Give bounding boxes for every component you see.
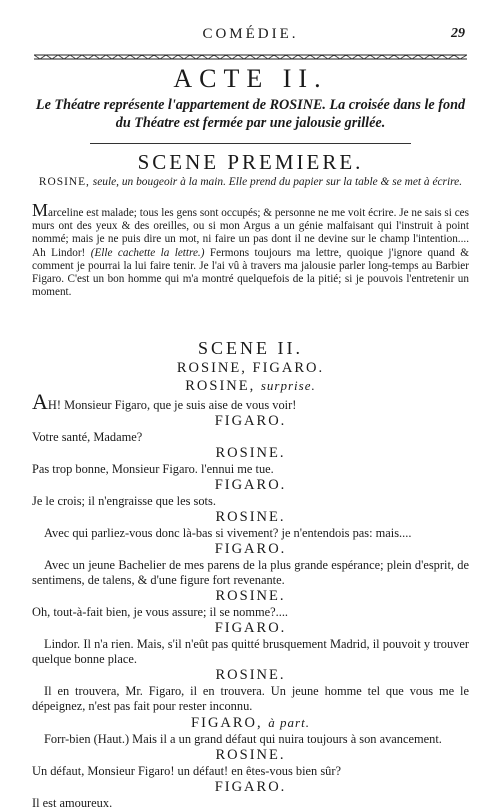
dialogue-line [32, 526, 469, 541]
speaker-aside: à part. [268, 715, 310, 730]
line-text: Il est amoureux. [32, 796, 113, 810]
drop-initial: A [32, 389, 48, 414]
line-text: Votre santé, Madame? [32, 430, 143, 444]
dialogue-lines [32, 377, 469, 811]
speaker-name [32, 588, 469, 605]
monologue-part-2: Fermons toujours ma lettre, quoique j'ignore quand & comment je pourrai la lui faire tenir. Je l'ai vû à travers ma jalousie parler long-temps au Barbier Figaro. C'est un bon homme qui m'a montré quelquefois de la pitié; si je pouvois l'entretenir un moment. [32, 246, 469, 299]
speaker-label: ROSINE. [215, 667, 286, 683]
page-header [36, 26, 465, 48]
speaker-label: FIGARO. [214, 779, 287, 795]
dialogue-line [32, 389, 469, 414]
line-text: Pas trop bonne, Monsieur Figaro. l'ennui me tue. [32, 462, 274, 476]
speaker-name [32, 620, 469, 637]
speaker-name [32, 445, 469, 462]
line-text: Avec qui parliez-vous donc là-bas si vivement? je n'entendois pas: mais.... [44, 526, 412, 540]
running-head: COMÉDIE. [202, 26, 299, 42]
scene-1-title: SCENE PREMIERE. [137, 150, 364, 174]
stage-direction: Le Théatre représente l'appartement de ROSINE. La croisée dans le fond du Théatre est fermée par une jalousie grillée. [35, 97, 466, 131]
ornament-rule [34, 52, 467, 62]
line-text: Un défaut, Monsieur Figaro! un défaut! en êtes-vous bien sûr? [32, 764, 341, 778]
dialogue-line [32, 764, 469, 779]
dialogue-line [32, 684, 469, 714]
line-text: Forr-bien (Haut.) Mais il a un grand défaut qui nuira toujours à son avancement. [44, 732, 442, 746]
dialogue-line [32, 494, 469, 509]
speaker-name [32, 541, 469, 558]
speaker-name [32, 377, 469, 395]
monologue-aside: (Elle cachette la lettre.) [90, 246, 205, 259]
dialogue-line [32, 605, 469, 620]
speaker-label: FIGARO, [191, 715, 263, 731]
dialogue-line [32, 430, 469, 445]
dialogue-line [32, 462, 469, 477]
line-text: Je le crois; il n'engraisse que les sots. [32, 494, 216, 508]
page-number: 29 [451, 26, 465, 41]
speaker-label: ROSINE. [215, 588, 286, 604]
monologue-part-1: arceline est malade; tous les gens sont occupés; & personne ne me voit écrire. Je ne sais si ces murs ont des yeux & des oreilles, ou si mon Argus a un génie malfaisant qui l'instruit à point nommé; mais je ne puis dire un mot, ni faire un pas dont il ne devine sur le champ l'intention.... Ah Lindor! [32, 207, 469, 259]
line-text: Avec un jeune Bachelier de mes parens de la plus grande espérance; plein d'esprit, de sentimens, de talens, & d'une figure fort revenante. [32, 558, 469, 587]
speaker-name [32, 413, 469, 430]
drop-initial: M [32, 200, 49, 220]
scene-1-monologue [32, 200, 469, 299]
speaker-name [32, 779, 469, 796]
act-title: ACTE II. [173, 64, 328, 93]
speaker-label: ROSINE. [215, 445, 286, 461]
speaker-name [32, 714, 469, 732]
speaker-label: ROSINE. [215, 509, 286, 525]
speaker-name [32, 667, 469, 684]
direction-speaker: ROSINE, [38, 176, 90, 188]
dialogue-line [32, 558, 469, 588]
line-text: Lindor. Il n'a rien. Mais, s'il n'eût pas quitté brusquement Madrid, il pouvoit y trouver quelque bonne place. [32, 637, 469, 666]
line-text: Il en trouvera, Mr. Figaro, il en trouvera. Un jeune homme tel que vous me le dépeignez, n'est pas fait pour rester inconnu. [32, 684, 469, 713]
dialogue-line [32, 637, 469, 667]
scene-1-direction [34, 176, 467, 189]
speaker-aside: surprise. [260, 378, 316, 393]
speaker-label: FIGARO. [214, 620, 287, 636]
speaker-name [32, 747, 469, 764]
dialogue-line [32, 796, 469, 811]
direction-text: seule, un bougeoir à la main. Elle prend du papier sur la table & se met à écrire. [92, 176, 463, 188]
speaker-label: FIGARO. [214, 477, 287, 493]
speaker-label: FIGARO. [214, 541, 287, 557]
divider-rule [90, 143, 411, 144]
scene-2-title: SCENE II. [198, 338, 303, 358]
line-text: Oh, tout-à-fait bien, je vous assure; il se nomme?.... [32, 605, 289, 619]
speaker-label: FIGARO. [214, 413, 287, 429]
speaker-name [32, 509, 469, 526]
scene-2-dialogue [32, 360, 469, 811]
speaker-label: ROSINE, [185, 378, 256, 394]
dialogue-line [32, 732, 469, 747]
scene-2-characters: ROSINE, FIGARO. [176, 360, 325, 376]
speaker-label: ROSINE. [215, 747, 286, 763]
speaker-name [32, 477, 469, 494]
line-text: H! Monsieur Figaro, que je suis aise de vous voir! [47, 398, 297, 412]
